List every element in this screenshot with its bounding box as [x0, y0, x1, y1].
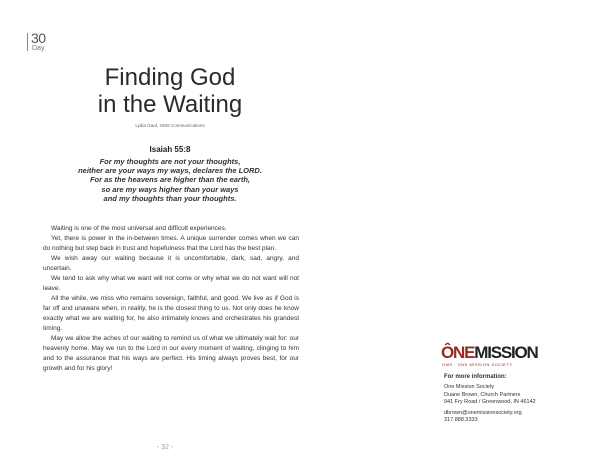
contact-header: For more information: [444, 374, 507, 380]
title-line-1: Finding God [104, 64, 236, 91]
title-line-2: in the Waiting [97, 91, 243, 118]
scripture-reference: Isaiah 55:8 [149, 145, 191, 154]
logo-prefix: ÔNE [441, 343, 475, 362]
verse-line: neither are your ways my ways, declares the LORD. [78, 166, 262, 176]
page-number: - 32 - [156, 444, 174, 451]
one-mission-logo [441, 344, 551, 368]
logo-rest: MISSION [474, 343, 538, 362]
verse-line: so are my ways higher than your ways [101, 184, 239, 194]
contact-info [444, 374, 584, 424]
devotional-body [43, 224, 299, 374]
verse-line: For as the heavens are higher than the earth, [89, 175, 251, 185]
contact-org: One Mission Society [444, 384, 495, 391]
author-byline: Lydia Gard, OMS Communications [135, 123, 205, 128]
contact-address: 941 Fry Road / Greenwood, IN 46142 [444, 399, 536, 406]
body-paragraph: May we allow the aches of our waiting to remind us of what we ultimately wait for: our heavenly home. May we run to the Lord in our every moment of waiting, clinging to him and to the assurance that his ways are perfect. His timing always proves best, for our growth and for his glory! [43, 335, 299, 372]
contact-email[interactable]: dbrown@onemissionsociety.org [444, 409, 522, 416]
body-paragraph: Yet, there is power in the in-between times. A unique surrender comes when we can do nothing but step back in trust and hopefulness that the Lord has the best plan. [43, 235, 299, 252]
verse-line: For my thoughts are not your thoughts, [99, 157, 241, 166]
contact-person: Duane Brown, Church Partners [444, 391, 521, 398]
verse-line: and my thoughts than your thoughts. [103, 193, 237, 203]
body-paragraph: We tend to ask why what we want will not come or why what we do not want will not leave. [43, 275, 299, 292]
day-divider [27, 33, 28, 51]
body-paragraph: Waiting is one of the most universal and difficult experiences. [51, 225, 227, 232]
day-label: Day [32, 45, 45, 52]
day-number: 30 [31, 30, 46, 46]
page-title [40, 64, 300, 118]
body-paragraph: We wish away our waiting because it is uncomfortable, dark, sad, angry, and uncertain. [43, 255, 299, 272]
scripture-verse [40, 157, 300, 203]
logo-tagline: OMS · ONE MISSION SOCIETY [442, 362, 513, 367]
contact-phone: 317.888.3333 [444, 417, 478, 424]
body-paragraph: All the while, we miss who remains sovereign, faithful, and good. We live as if God is far off and unaware when, in reality, he is the closest thing to us. Not only does he know exactly what we are waiting for, he also intimately knows and orchestrates his grandest timing. [43, 295, 299, 332]
logo-wordmark [441, 344, 538, 362]
